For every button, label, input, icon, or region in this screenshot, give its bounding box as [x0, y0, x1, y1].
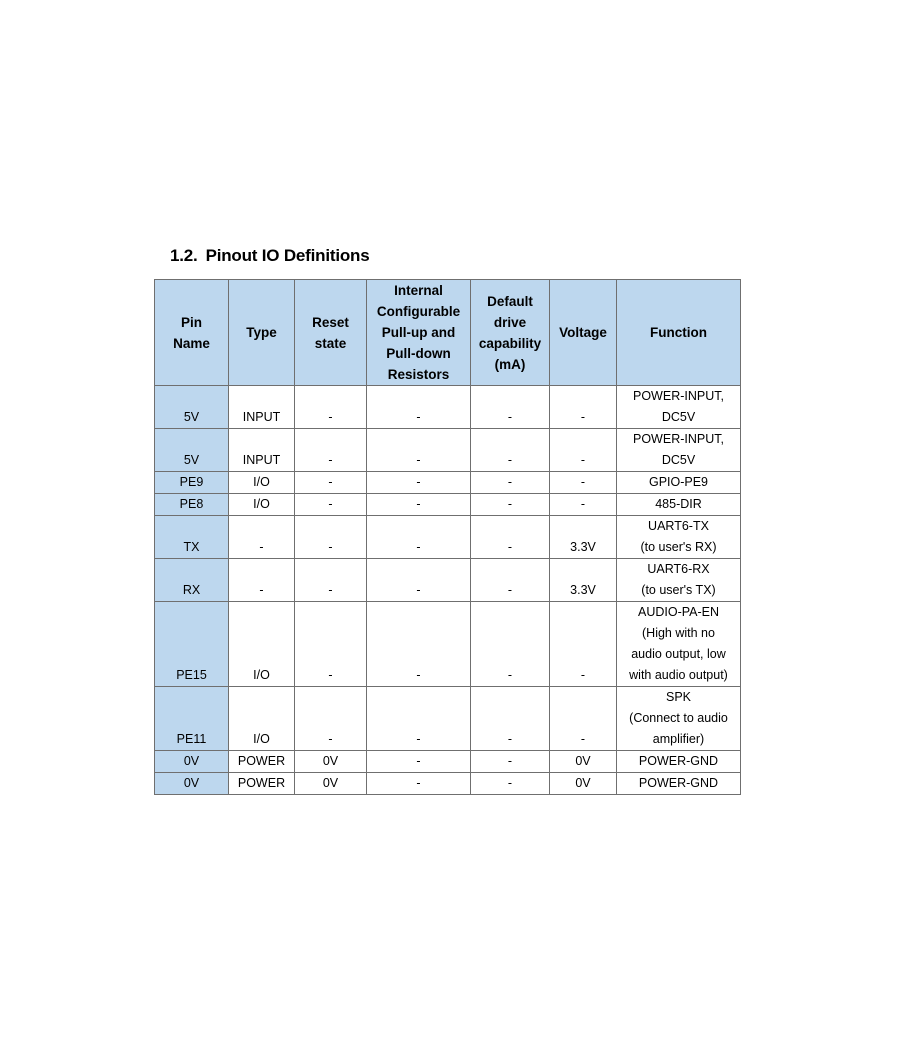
function-cell: POWER-GND — [617, 773, 741, 795]
function-cell: UART6-RX (to user's TX) — [617, 559, 741, 602]
pin-name-cell: PE8 — [155, 494, 229, 516]
pin-name-cell: 5V — [155, 386, 229, 429]
voltage-cell: - — [550, 472, 617, 494]
drive-capability-cell: - — [471, 386, 550, 429]
header-voltage: Voltage — [550, 280, 617, 386]
section-title: Pinout IO Definitions — [205, 246, 370, 265]
pin-name-cell: 5V — [155, 429, 229, 472]
pull-resistors-cell: - — [367, 751, 471, 773]
type-cell: POWER — [229, 773, 295, 795]
reset-state-cell: 0V — [295, 773, 367, 795]
drive-capability-cell: - — [471, 472, 550, 494]
section-heading — [170, 246, 369, 266]
type-cell: INPUT — [229, 429, 295, 472]
function-cell: GPIO-PE9 — [617, 472, 741, 494]
pin-name-cell: 0V — [155, 751, 229, 773]
pin-name-cell: RX — [155, 559, 229, 602]
drive-capability-cell: - — [471, 687, 550, 751]
voltage-cell: 0V — [550, 773, 617, 795]
reset-state-cell: - — [295, 429, 367, 472]
pinout-table — [154, 279, 741, 795]
header-pin-name — [155, 280, 229, 386]
voltage-cell: - — [550, 494, 617, 516]
function-cell: POWER-INPUT, DC5V — [617, 386, 741, 429]
table-row — [155, 516, 741, 559]
header-reset-state — [295, 280, 367, 386]
voltage-cell: - — [550, 429, 617, 472]
pull-resistors-cell: - — [367, 559, 471, 602]
reset-state-cell: - — [295, 687, 367, 751]
pin-name-cell: PE9 — [155, 472, 229, 494]
pull-resistors-cell: - — [367, 429, 471, 472]
drive-capability-cell: - — [471, 773, 550, 795]
header-reset-state-label: Reset state — [312, 314, 349, 351]
header-drive-capability: Default drive capability (mA) — [471, 280, 550, 386]
drive-capability-cell: - — [471, 559, 550, 602]
pull-resistors-cell: - — [367, 602, 471, 687]
table-row — [155, 773, 741, 795]
header-row — [155, 280, 741, 386]
function-cell: UART6-TX (to user's RX) — [617, 516, 741, 559]
voltage-cell: 3.3V — [550, 559, 617, 602]
function-cell: POWER-INPUT, DC5V — [617, 429, 741, 472]
drive-capability-cell: - — [471, 494, 550, 516]
pin-name-cell: TX — [155, 516, 229, 559]
header-pull-resistors: Internal Configurable Pull-up and Pull-down Resistors — [367, 280, 471, 386]
type-cell: - — [229, 559, 295, 602]
pull-resistors-cell: - — [367, 687, 471, 751]
reset-state-cell: - — [295, 559, 367, 602]
pull-resistors-cell: - — [367, 494, 471, 516]
header-pin-name-label: Pin Name — [173, 314, 210, 351]
voltage-cell: 3.3V — [550, 516, 617, 559]
pin-name-cell: PE15 — [155, 602, 229, 687]
voltage-cell: 0V — [550, 751, 617, 773]
table-row — [155, 602, 741, 687]
voltage-cell: - — [550, 687, 617, 751]
pin-name-cell: 0V — [155, 773, 229, 795]
reset-state-cell: - — [295, 516, 367, 559]
function-cell: POWER-GND — [617, 751, 741, 773]
type-cell: I/O — [229, 494, 295, 516]
pin-name-cell: PE11 — [155, 687, 229, 751]
table-row — [155, 386, 741, 429]
type-cell: I/O — [229, 472, 295, 494]
header-function: Function — [617, 280, 741, 386]
type-cell: POWER — [229, 751, 295, 773]
reset-state-cell: 0V — [295, 751, 367, 773]
reset-state-cell: - — [295, 602, 367, 687]
pull-resistors-cell: - — [367, 472, 471, 494]
pull-resistors-cell: - — [367, 386, 471, 429]
reset-state-cell: - — [295, 472, 367, 494]
type-cell: INPUT — [229, 386, 295, 429]
drive-capability-cell: - — [471, 751, 550, 773]
voltage-cell: - — [550, 602, 617, 687]
pull-resistors-cell: - — [367, 773, 471, 795]
function-cell: SPK (Connect to audio amplifier) — [617, 687, 741, 751]
section-number: 1.2. — [170, 246, 198, 265]
drive-capability-cell: - — [471, 602, 550, 687]
pull-resistors-cell: - — [367, 516, 471, 559]
type-cell: I/O — [229, 687, 295, 751]
drive-capability-cell: - — [471, 516, 550, 559]
reset-state-cell: - — [295, 494, 367, 516]
type-cell: - — [229, 516, 295, 559]
drive-capability-cell: - — [471, 429, 550, 472]
header-type: Type — [229, 280, 295, 386]
table-row — [155, 559, 741, 602]
table-body — [155, 386, 741, 795]
table-row — [155, 429, 741, 472]
type-cell: I/O — [229, 602, 295, 687]
table-row — [155, 751, 741, 773]
table-row — [155, 472, 741, 494]
function-cell: AUDIO-PA-EN (High with no audio output, low with audio output) — [617, 602, 741, 687]
function-cell: 485-DIR — [617, 494, 741, 516]
table-row — [155, 687, 741, 751]
voltage-cell: - — [550, 386, 617, 429]
reset-state-cell: - — [295, 386, 367, 429]
table-row — [155, 494, 741, 516]
table-header — [155, 280, 741, 386]
